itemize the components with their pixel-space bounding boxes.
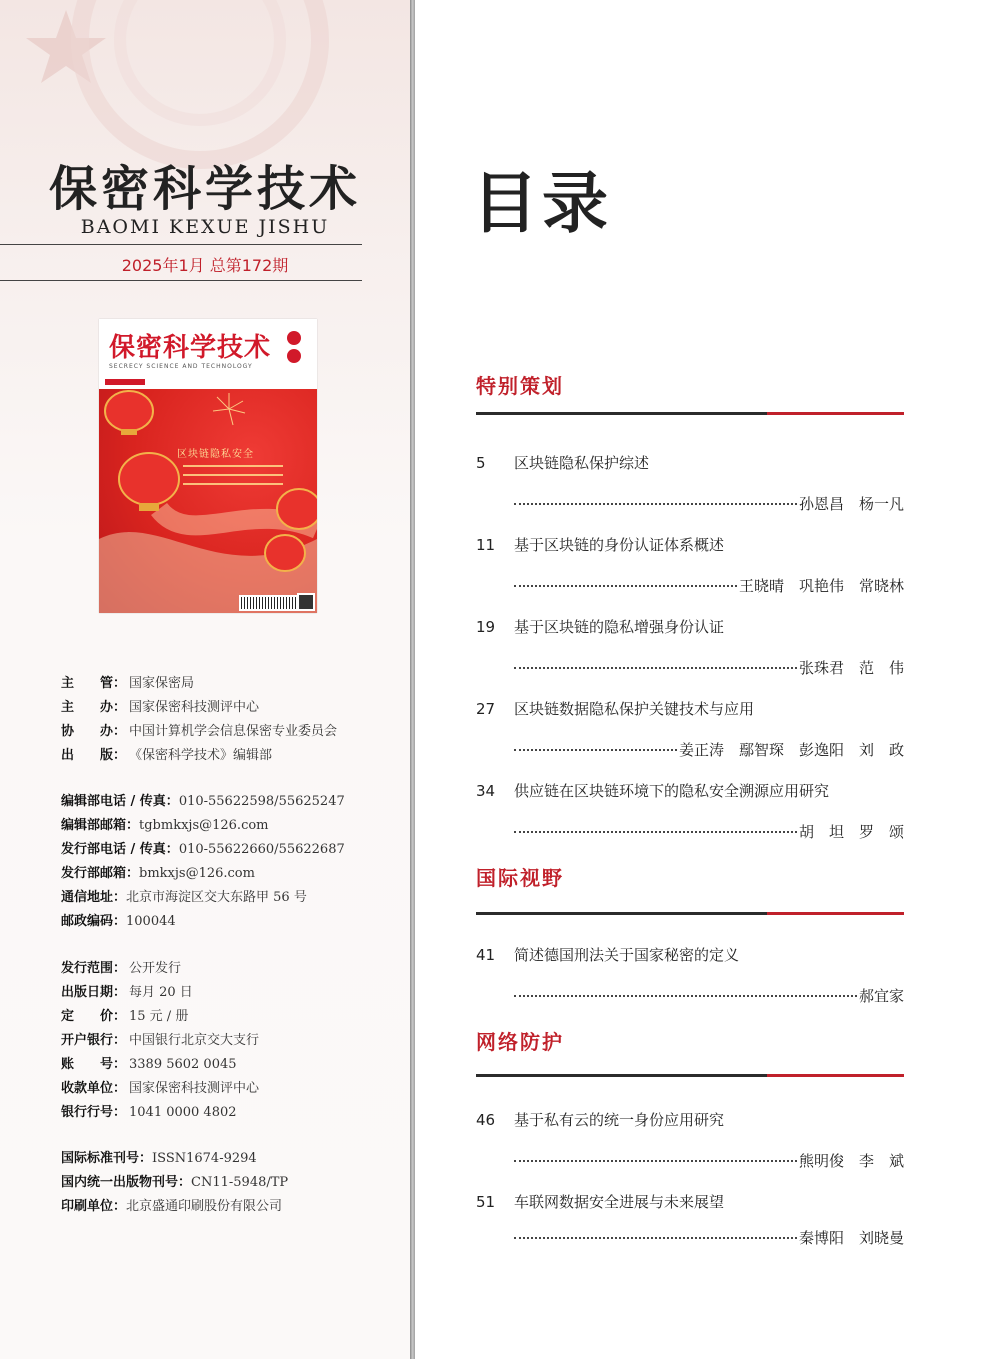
- info-row: 通信地址：北京市海淀区交大东路甲 56 号: [61, 890, 307, 905]
- left-panel: [0, 0, 410, 1359]
- toc-entry[interactable]: [476, 616, 904, 677]
- article-title: 车联网数据安全进展与未来展望: [514, 1193, 725, 1211]
- section-bar: [476, 912, 904, 915]
- toc-entry[interactable]: [476, 780, 904, 841]
- magazine-title: 保密科学技术: [48, 161, 361, 217]
- qr-code: [297, 593, 315, 611]
- seal-icon: [287, 349, 301, 363]
- publisher-info: [61, 672, 337, 768]
- page-number: 46: [476, 1111, 496, 1129]
- toc-entry[interactable]: [476, 1191, 904, 1247]
- info-row: 协 办： 中国计算机学会信息保密专业委员会: [61, 724, 338, 739]
- info-row: 发行部邮箱：bmkxjs@126.com: [61, 866, 255, 881]
- section-title: 特别策划: [476, 374, 564, 398]
- article-authors: 郝宜家: [858, 987, 904, 1005]
- leader-dots: [514, 831, 797, 833]
- page-number: 11: [476, 536, 496, 554]
- section-bar: [476, 412, 904, 415]
- cover-thumbnail: [99, 319, 317, 613]
- issue-info: 2025年1月 总第172期: [121, 256, 289, 275]
- article-title: 基于区块链的身份认证体系概述: [514, 536, 725, 554]
- info-row: 编辑部邮箱：tgbmkxjs@126.com: [61, 818, 269, 833]
- section-special-feature: [476, 370, 904, 399]
- cover-artwork: [99, 389, 317, 613]
- article-authors: 王晓晴 巩艳伟 常晓林: [738, 577, 904, 595]
- info-row: 账 号： 3389 5602 0045: [61, 1057, 237, 1072]
- info-row: 发行部电话 / 传真：010-55622660/55622687: [61, 842, 345, 857]
- cover-badge: [105, 379, 145, 385]
- section-title: 网络防护: [476, 1030, 564, 1054]
- seal-icon: [287, 331, 301, 345]
- toc-title: 目录: [472, 164, 612, 242]
- info-row: 开户银行： 中国银行北京交大支行: [61, 1033, 260, 1048]
- cover-headline: 区块链隐私安全: [177, 449, 254, 460]
- page-number: 34: [476, 782, 496, 800]
- article-authors: 张珠君 范 伟: [798, 659, 904, 677]
- cover-article-lines: [183, 465, 283, 492]
- info-row: 国际标准刊号：ISSN1674-9294: [61, 1151, 257, 1166]
- cover-title: 保密科学技术: [109, 333, 272, 363]
- info-row: 编辑部电话 / 传真：010-55622598/55625247: [61, 794, 345, 809]
- page-number: 27: [476, 700, 496, 718]
- page-divider: [410, 0, 415, 1359]
- leader-dots: [514, 503, 797, 505]
- article-title: 简述德国刑法关于国家秘密的定义: [514, 946, 740, 964]
- article-title: 基于私有云的统一身份应用研究: [514, 1111, 725, 1129]
- lantern-illustration: [99, 389, 317, 613]
- section-network-defense: [476, 1026, 904, 1055]
- info-row: 主 办： 国家保密科技测评中心: [61, 700, 260, 715]
- page-number: 19: [476, 618, 496, 636]
- section-international: [476, 862, 904, 891]
- toc-entry[interactable]: [476, 534, 904, 595]
- toc-entry[interactable]: [476, 698, 904, 759]
- article-authors: 秦博阳 刘晓曼: [798, 1229, 904, 1247]
- article-title: 基于区块链的隐私增强身份认证: [514, 618, 725, 636]
- article-authors: 孙恩昌 杨一凡: [798, 495, 904, 513]
- distribution-info: [61, 957, 259, 1125]
- magazine-pinyin: BAOMI KEXUE JISHU: [80, 216, 330, 238]
- contact-info: [61, 790, 345, 934]
- toc-entry[interactable]: [476, 944, 904, 1005]
- info-row: 出版日期： 每月 20 日: [61, 985, 193, 1000]
- leader-dots: [514, 995, 857, 997]
- leader-dots: [514, 749, 677, 751]
- info-row: 印刷单位：北京盛通印刷股份有限公司: [61, 1199, 283, 1214]
- divider-line: [0, 280, 362, 281]
- leader-dots: [514, 585, 737, 587]
- info-row: 邮政编码：100044: [61, 914, 176, 929]
- barcode: [239, 595, 299, 611]
- info-row: 出 版： 《保密科学技术》编辑部: [61, 748, 273, 763]
- leader-dots: [514, 1237, 797, 1239]
- info-row: 收款单位： 国家保密科技测评中心: [61, 1081, 260, 1096]
- leader-dots: [514, 667, 797, 669]
- cover-header: [99, 319, 317, 389]
- section-bar: [476, 1074, 904, 1077]
- page-number: 41: [476, 946, 496, 964]
- article-authors: 姜正涛 鄢智琛 彭逸阳 刘 政: [678, 741, 904, 759]
- cover-subtitle: SECRECY SCIENCE AND TECHNOLOGY: [109, 363, 253, 370]
- page-number: 5: [476, 454, 486, 472]
- page-number: 51: [476, 1193, 496, 1211]
- section-title: 国际视野: [476, 866, 564, 890]
- info-row: 国内统一出版物刊号：CN11-5948/TP: [61, 1175, 289, 1190]
- toc-entry[interactable]: [476, 1109, 904, 1170]
- article-authors: 胡 坦 罗 颂: [798, 823, 904, 841]
- divider-line: [0, 244, 362, 245]
- registration-info: [61, 1147, 288, 1219]
- article-title: 供应链在区块链环境下的隐私安全溯源应用研究: [514, 782, 830, 800]
- info-row: 定 价： 15 元 / 册: [61, 1009, 189, 1024]
- info-row: 发行范围： 公开发行: [61, 961, 182, 976]
- toc-entry[interactable]: [476, 452, 904, 513]
- leader-dots: [514, 1160, 797, 1162]
- article-title: 区块链隐私保护综述: [514, 454, 650, 472]
- article-authors: 熊明俊 李 斌: [798, 1152, 904, 1170]
- info-row: 银行行号： 1041 0000 4802: [61, 1105, 237, 1120]
- info-row: 主 管： 国家保密局: [61, 676, 195, 691]
- article-title: 区块链数据隐私保护关键技术与应用: [514, 700, 755, 718]
